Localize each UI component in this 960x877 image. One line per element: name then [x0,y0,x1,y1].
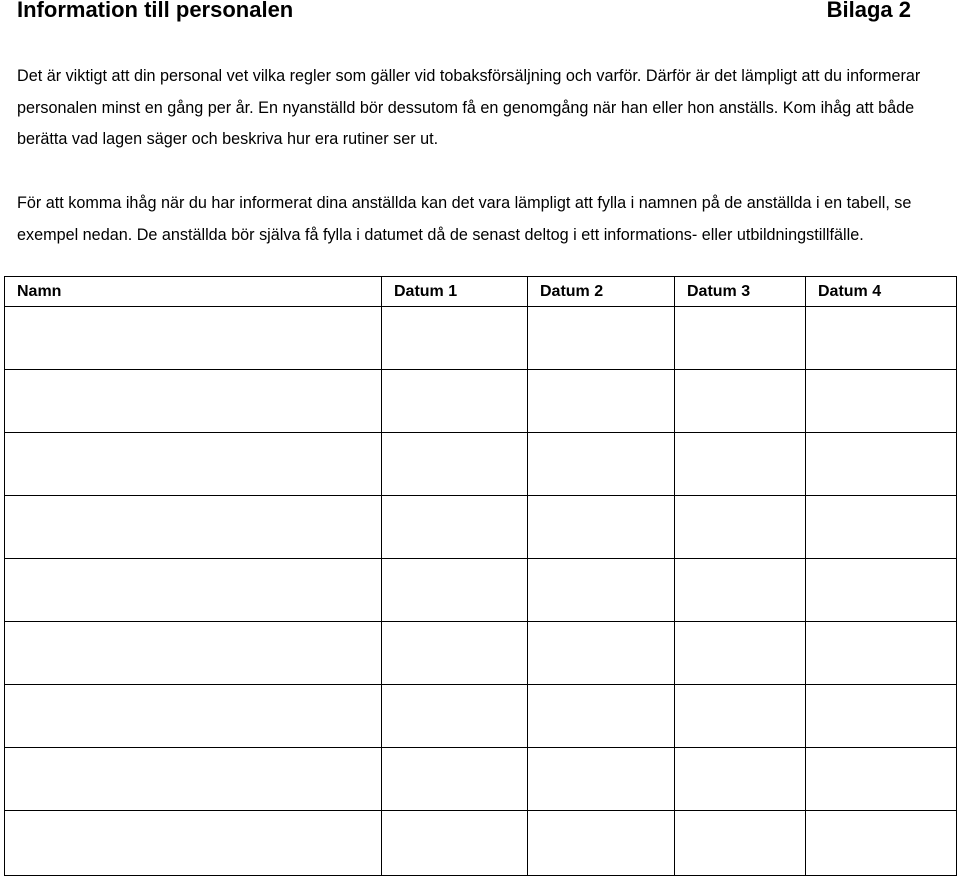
name-cell[interactable] [5,433,382,496]
date-4-cell[interactable] [806,748,957,811]
name-cell[interactable] [5,370,382,433]
name-cell[interactable] [5,307,382,370]
date-1-cell[interactable] [382,370,528,433]
date-2-cell[interactable] [528,622,675,685]
table-row [5,811,957,876]
date-1-cell[interactable] [382,811,528,876]
date-3-cell[interactable] [675,496,806,559]
name-cell[interactable] [5,622,382,685]
date-2-cell[interactable] [528,559,675,622]
name-cell[interactable] [5,559,382,622]
date-2-cell[interactable] [528,496,675,559]
date-4-cell[interactable] [806,307,957,370]
date-4-cell[interactable] [806,811,957,876]
name-cell[interactable] [5,811,382,876]
column-header-date-1: Datum 1 [382,277,528,307]
date-3-cell[interactable] [675,370,806,433]
table-body [5,307,957,876]
date-4-cell[interactable] [806,559,957,622]
column-header-date-4: Datum 4 [806,277,957,307]
table-row [5,559,957,622]
date-4-cell[interactable] [806,622,957,685]
date-2-cell[interactable] [528,748,675,811]
table-row [5,622,957,685]
date-3-cell[interactable] [675,622,806,685]
table-row [5,433,957,496]
column-header-name: Namn [5,277,382,307]
date-2-cell[interactable] [528,811,675,876]
date-4-cell[interactable] [806,433,957,496]
date-2-cell[interactable] [528,685,675,748]
page-title: Information till personalen [17,0,294,22]
instruction-paragraph: För att komma ihåg när du har informerat dina anställda kan det vara lämpligt att fylla i namnen på de anställda i en tabell, se exempel nedan. De anställda bör själva få fylla i datumet då de senast deltog i ett informations- eller utbildningstillfälle. [17,194,912,244]
date-4-cell[interactable] [806,370,957,433]
name-cell[interactable] [5,685,382,748]
date-1-cell[interactable] [382,307,528,370]
table-row [5,307,957,370]
staff-information-table [4,276,957,876]
date-1-cell[interactable] [382,433,528,496]
column-header-date-3: Datum 3 [675,277,806,307]
table-row [5,685,957,748]
column-header-date-2: Datum 2 [528,277,675,307]
date-4-cell[interactable] [806,496,957,559]
date-1-cell[interactable] [382,685,528,748]
name-cell[interactable] [5,496,382,559]
date-3-cell[interactable] [675,685,806,748]
table-row [5,748,957,811]
intro-paragraph: Det är viktigt att din personal vet vilka regler som gäller vid tobaksförsäljning och varför. Därför är det lämpligt att du informerar personalen minst en gång per år. En nyanställd bör dessutom få en genomgång när han eller hon anställs. Kom ihåg att både berätta vad lagen säger och beskriva hur era rutiner ser ut. [17,67,921,148]
date-2-cell[interactable] [528,370,675,433]
date-3-cell[interactable] [675,748,806,811]
table-header-row [5,277,957,307]
date-1-cell[interactable] [382,748,528,811]
date-1-cell[interactable] [382,496,528,559]
page-header [17,0,911,24]
appendix-label: Bilaga 2 [826,0,911,22]
date-3-cell[interactable] [675,307,806,370]
date-1-cell[interactable] [382,559,528,622]
table-row [5,496,957,559]
date-3-cell[interactable] [675,811,806,876]
date-3-cell[interactable] [675,433,806,496]
date-4-cell[interactable] [806,685,957,748]
date-1-cell[interactable] [382,622,528,685]
date-2-cell[interactable] [528,433,675,496]
table-row [5,370,957,433]
name-cell[interactable] [5,748,382,811]
date-2-cell[interactable] [528,307,675,370]
date-3-cell[interactable] [675,559,806,622]
